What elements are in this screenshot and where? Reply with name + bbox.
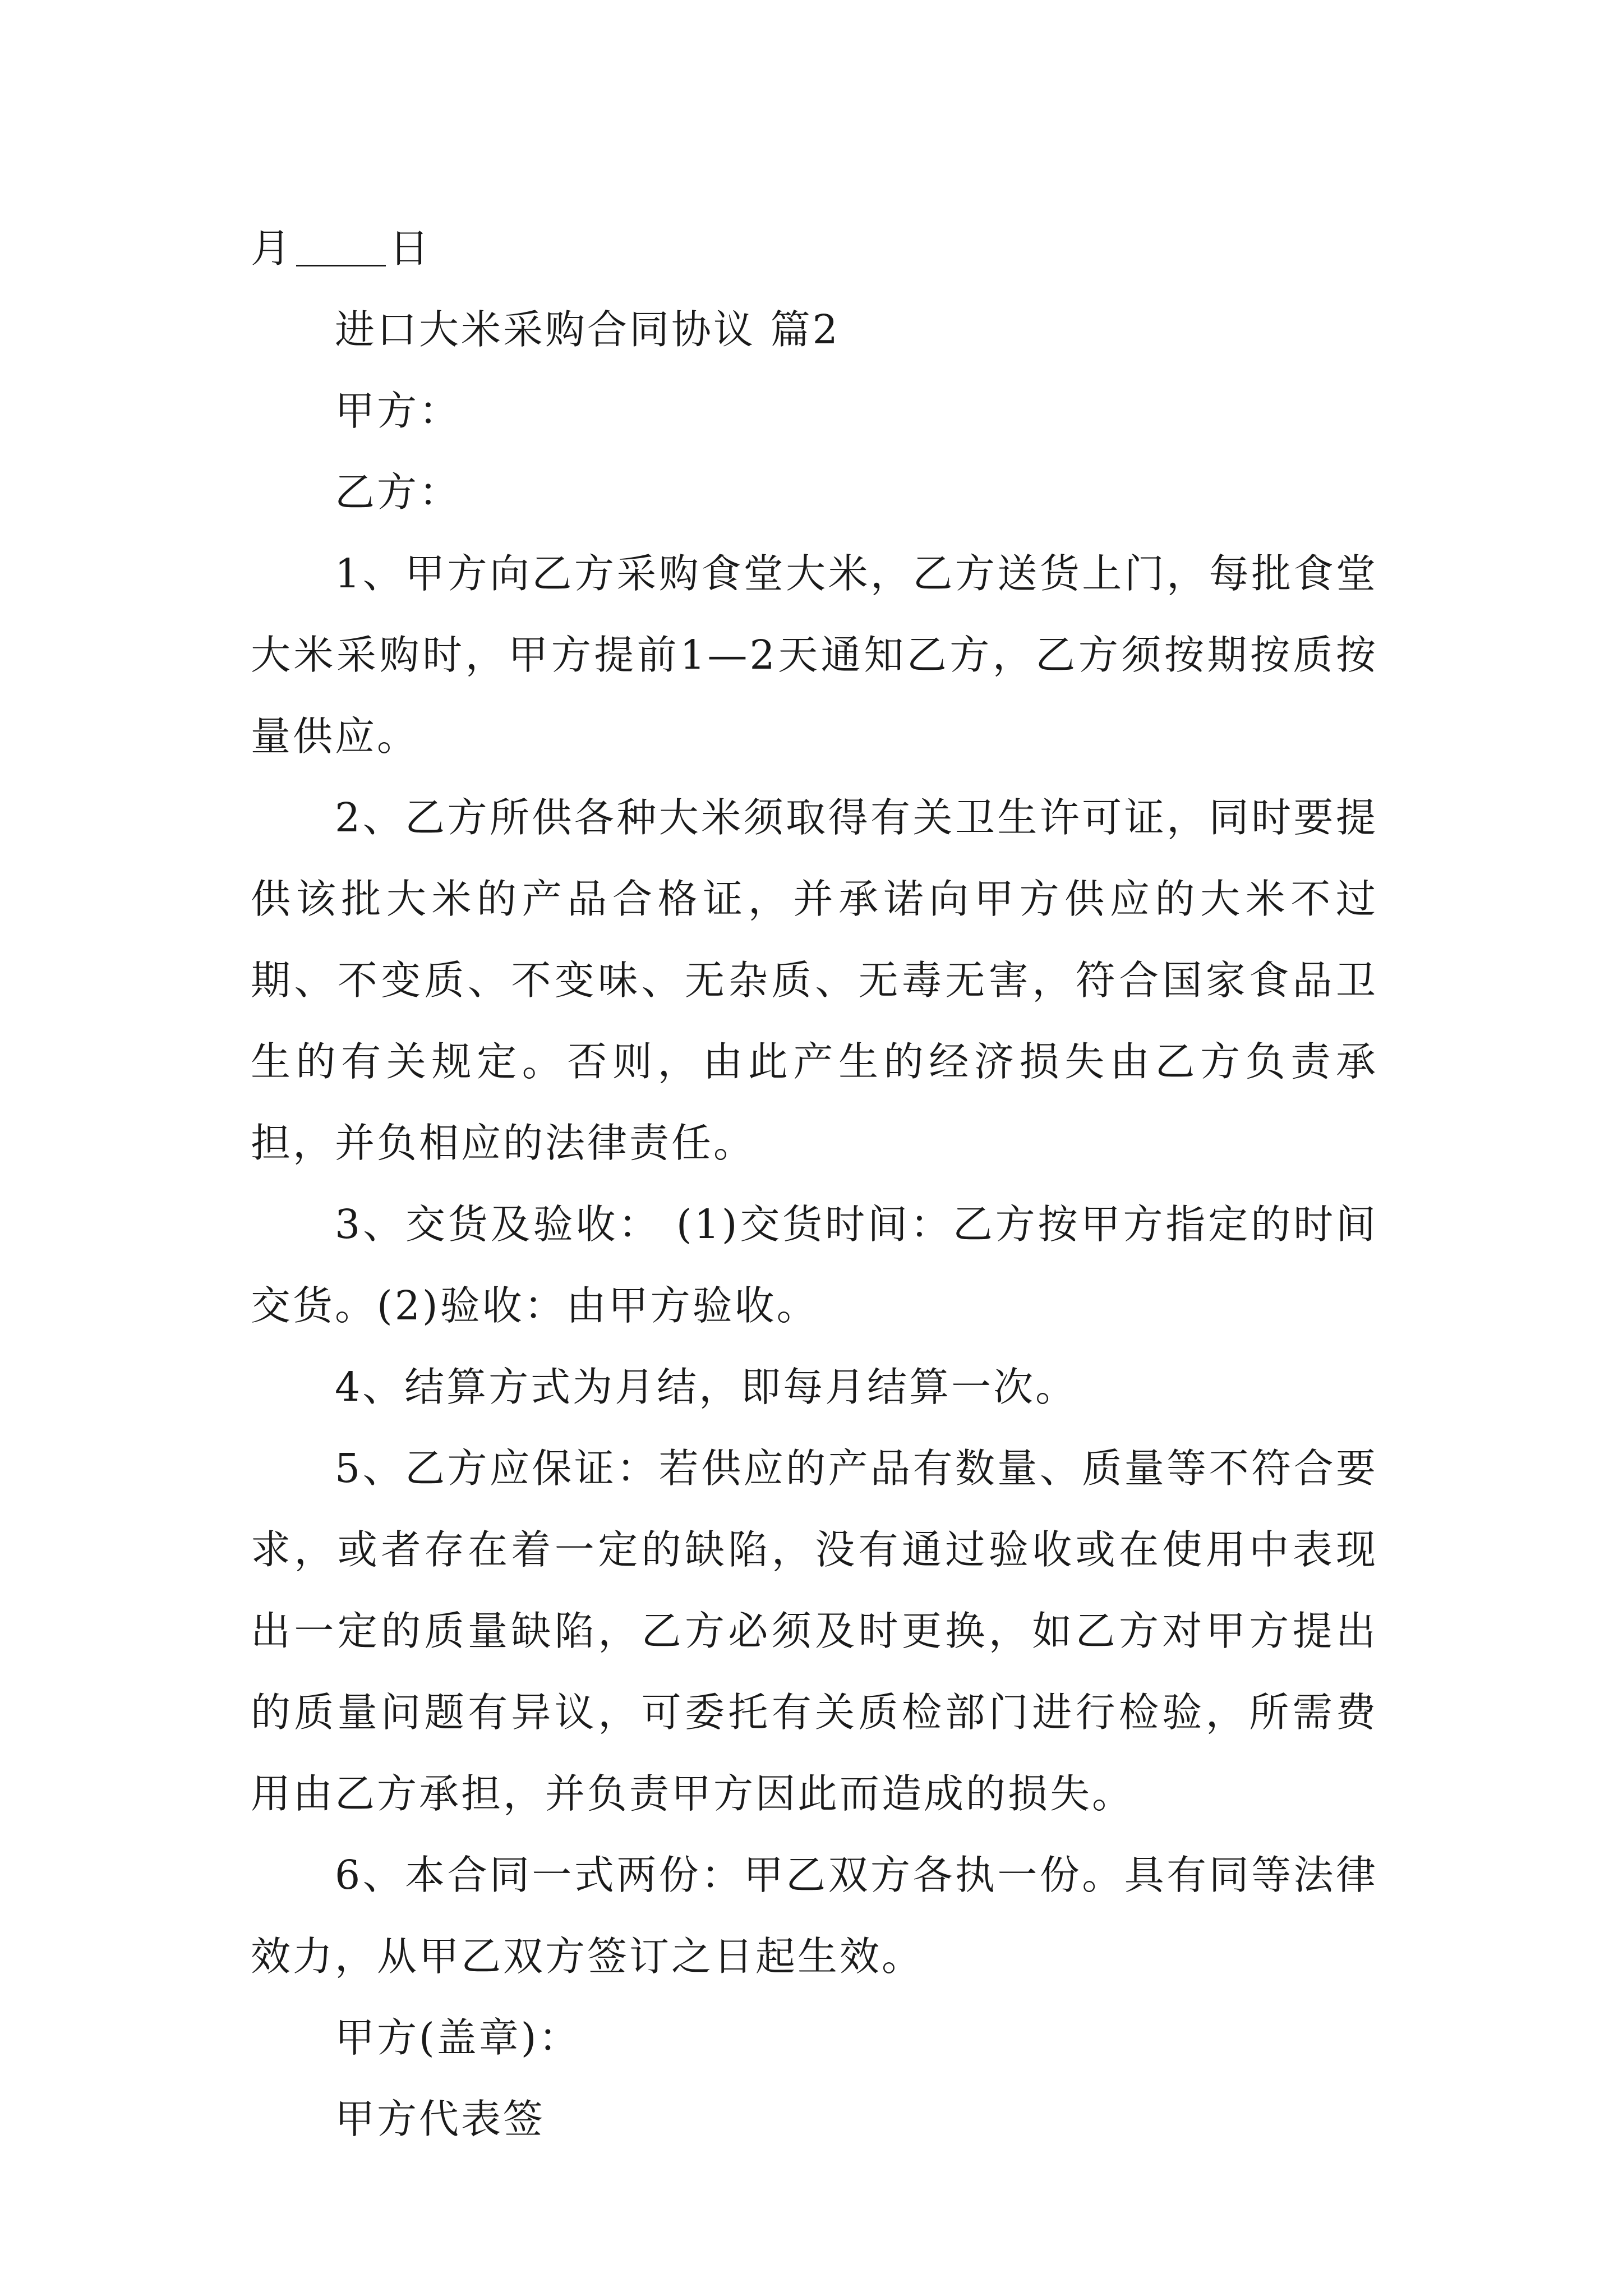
clause-1: 1、甲方向乙方采购食堂大米，乙方送货上门，每批食堂大米采购时，甲方提前1—2天通知乙方，乙方须按期按质按量供应。 [251,550,1378,760]
party-a-representative-line: 甲方代表签 [335,2096,546,2142]
month-label: 月 [251,225,293,272]
party-a-label: 甲方： [335,388,462,434]
party-b-label: 乙方： [335,469,462,516]
clause-6: 6、本合同一式两份：甲乙双方各执一份。具有同等法律效力，从甲乙双方签订之日起生效。 [251,1852,1378,1980]
day-label: 日 [389,225,432,272]
party-a-seal-line: 甲方(盖章)： [335,2014,581,2061]
clause-4: 4、结算方式为月结，即每月结算一次。 [335,1364,1078,1410]
clause-5: 5、乙方应保证：若供应的产品有数量、质量等不符合要求，或者存在着一定的缺陷，没有通过验收或在使用中表现出一定的质量缺陷，乙方必须及时更换，如乙方对甲方提出的质量问题有异议，可委托有关质检部门进行检验，所需费用由乙方承担，并负责甲方因此而造成的损失。 [251,1445,1378,1817]
document-title: 进口大米采购合同协议 篇2 [335,306,840,353]
document-body [251,208,1378,2160]
clause-3: 3、交货及验收： (1)交货时间：乙方按甲方指定的时间交货。(2)验收：由甲方验收。 [251,1201,1378,1329]
clause-2: 2、乙方所供各种大米须取得有关卫生许可证，同时要提供该批大米的产品合格证，并承诺向甲方供应的大米不过期、不变质、不变味、无杂质、无毒无害，符合国家食品卫生的有关规定。否则，由此产生的经济损失由乙方负责承担，并负相应的法律责任。 [251,794,1378,1166]
day-blank [296,230,386,266]
date-line [251,208,1378,289]
